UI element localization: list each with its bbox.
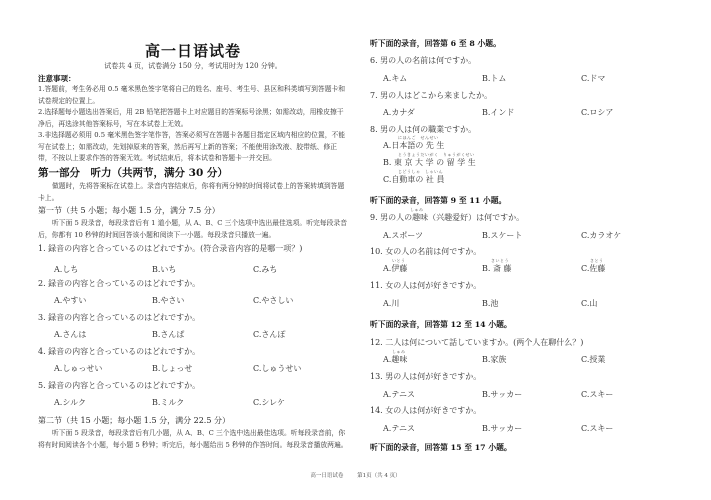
option-b: B.池 <box>482 299 499 308</box>
question-3: 3. 録音の内容と合っているのはどれですか。 <box>38 313 201 322</box>
option-a: A.日本語の 先 生 <box>383 141 445 150</box>
question-4: 4. 録音の内容と合っているのはどれですか。 <box>38 347 201 356</box>
option-c: C.自動車の 社 員 <box>383 175 445 184</box>
group-heading-12-14: 听下面的录音，回答第 12 至 14 小题。 <box>370 320 512 329</box>
option-c: C.やさしい <box>253 296 294 305</box>
option-b: B.やさい <box>152 296 185 305</box>
group-heading-6-8: 听下面的录音，回答第 6 至 8 小题。 <box>370 39 501 48</box>
option-a: A.さんは <box>54 330 87 339</box>
group-heading-15-17: 听下面的录音，回答第 15 至 17 小题。 <box>370 443 512 452</box>
option-c: C.山 <box>581 299 598 308</box>
option-c: C.みち <box>253 265 278 274</box>
section2-instructions: 听下面 5 段录音，每段录音后有几小题，从 A、B、C 三个选中选出最佳选项。听每段录音前，你将有时间阅读各个小题，每小题 5 秒钟；听完后，每小题给出 5 秒钟的作答时间。每段录音播放两遍。 <box>38 429 348 449</box>
question-8: 8. 男の人は何の職業ですか。 <box>370 125 477 134</box>
question-13: 13. 男の人は何が好きですか。 <box>370 372 482 381</box>
option-b: B.スケート <box>482 231 523 240</box>
option-a: A.しち <box>54 265 79 274</box>
question-10: 10. 女の人の名前は何ですか。 <box>370 247 482 256</box>
question-9: 9. 男の人の趣味（兴趣爱好）は何ですか。 <box>370 213 525 222</box>
exam-title: 高一日语试卷 <box>144 42 241 60</box>
option-a: A.趣味 <box>383 355 408 364</box>
option-c: C.ロシア <box>581 108 614 117</box>
option-b: B.インド <box>482 108 515 117</box>
option-b: B. 東 京 大 学 の 留 学 生 <box>383 158 476 167</box>
ruby-10b: さいとう <box>491 258 509 263</box>
option-a: A.シルク <box>54 398 86 407</box>
option-a: A.カナダ <box>383 108 415 117</box>
option-c: C.佐藤 <box>581 264 606 273</box>
option-b: B.サッカー <box>482 390 523 399</box>
exam-subtitle: 试卷共 4 页，试卷满分 150 分，考试用时为 120 分钟。 <box>104 62 282 70</box>
option-c: C.カラオケ <box>581 231 622 240</box>
option-c: C.ドマ <box>581 74 606 83</box>
question-5: 5. 録音の内容と合っているのはどれですか。 <box>38 381 201 390</box>
group-heading-9-11: 听下面的录音，回答第 9 至 11 小题。 <box>370 196 507 205</box>
ruby-8b: とうきょうだいがく りゅうがくせい <box>398 152 475 157</box>
option-b: B.しょっせ <box>152 364 193 373</box>
ruby-9: しゅみ <box>410 207 424 212</box>
option-c: C.スキー <box>581 424 614 433</box>
part1-intro: 做题时，先将答案标在试卷上。录音内容结束后，你将有两分钟的时间将试卷上的答案转填到答题卡上。 <box>38 182 345 202</box>
question-2: 2. 録音の内容と合っているのはどれですか。 <box>38 279 201 288</box>
option-c: C.シレケ <box>253 398 286 407</box>
question-7: 7. 男の人はどこから来ましたか。 <box>370 91 493 100</box>
option-b: B.サッカー <box>482 424 523 433</box>
section1-instructions: 听下面 5 段录音，每段录音后有 1 道小题，从 A、B、C 三个选项中选出最佳选项。听完每段录音后，你都有 10 秒钟的时间回答该小题和阅读下一小题。每段录音只播放一遍。 <box>38 219 347 239</box>
option-c: C.授業 <box>581 355 606 364</box>
footer-exam-name: 高一日语试卷 <box>310 473 344 479</box>
notice-item-2: 2.选择题每小题选出答案后，用 2B 铅笔把答题卡上对应题目的答案标号涂黑；如需改动，用橡皮擦干净后，再选涂其他答案标号，写在本试卷上无效。 <box>38 108 344 128</box>
section1-heading: 第一节（共 5 小题；每小题 1.5 分，满分 7.5 分） <box>38 206 220 215</box>
option-a: A.スポーツ <box>383 231 423 240</box>
section2-heading: 第二节（共 15 小题；每小题 1.5 分，满分 22.5 分） <box>38 416 230 425</box>
option-b: B.トム <box>482 74 507 83</box>
option-c: C.さんぽ <box>253 330 286 339</box>
option-a: A.テニス <box>383 390 415 399</box>
page-footer <box>0 471 711 479</box>
option-a: A.やすい <box>54 296 87 305</box>
footer-page-info: 第1页（共 4 页） <box>357 473 401 479</box>
notice-heading: 注意事项： <box>38 74 76 83</box>
question-12: 12. 二人は何について話していますか。(两个人在聊什么？) <box>370 338 584 347</box>
ruby-10c: さとう <box>590 258 604 263</box>
notice-item-1: 1.答题前，考生务必用 0.5 毫米黑色签字笔将自己的姓名、座号、考生号、县区和科类填写到答题卡和试卷规定的位置上。 <box>38 85 346 105</box>
part1-heading: 第一部分 听力（共两节，满分 30 分） <box>38 167 228 179</box>
option-a: A.しゅっせい <box>54 364 103 373</box>
ruby-8a: にほんご せんせい <box>398 135 439 140</box>
option-a: A.キム <box>383 74 408 83</box>
option-b: B. 斎 藤 <box>482 264 512 273</box>
ruby-10a: いとう <box>392 258 406 263</box>
option-b: B.家族 <box>482 355 507 364</box>
ruby-12a: しゅみ <box>392 349 406 354</box>
option-b: B.ミルク <box>152 398 185 407</box>
notice-item-3: 3.非选择题必须用 0.5 毫米黑色签字笔作答，答案必须写在答题卡各题目指定区域内相应的位置，不能写在试卷上；如需改动，先划掉原来的答案，然后再写上新的答案；不能使用涂改液、胶带纸、修正带，不按以上要求作答的答案无效。考试结束后，将本试卷和答题卡一并交回。 <box>38 131 346 162</box>
question-11: 11. 女の人は何が好きですか。 <box>370 281 482 290</box>
option-b: B.いち <box>152 265 177 274</box>
question-1: 1. 録音の内容と合っているのはどれですか。(符合录音内容的是哪一项？) <box>38 244 303 253</box>
option-a: A.川 <box>383 299 400 308</box>
question-6: 6. 男の人の名前は何ですか。 <box>370 56 477 65</box>
option-a: A.伊藤 <box>383 264 408 273</box>
option-c: C.スキー <box>581 390 614 399</box>
ruby-8c: じどうしゃ しゃいん <box>398 169 443 174</box>
option-b: B.さんぱ <box>152 330 185 339</box>
question-14: 14. 女の人は何が好きですか。 <box>370 406 482 415</box>
option-a: A.テニス <box>383 424 415 433</box>
option-c: C.しゅうせい <box>253 364 302 373</box>
